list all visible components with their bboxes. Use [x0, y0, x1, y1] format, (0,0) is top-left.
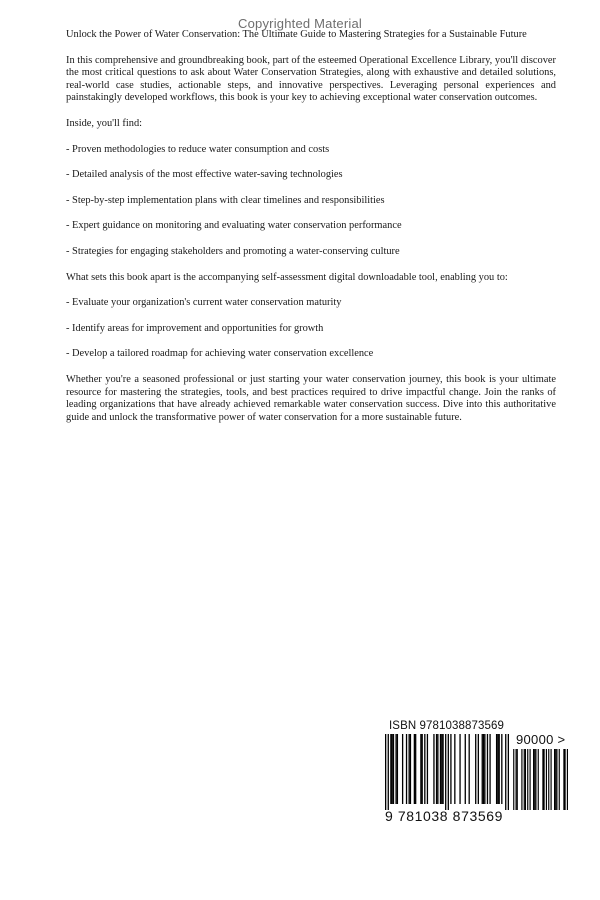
barcode-bar: [422, 734, 423, 804]
isbn-barcode: [385, 718, 573, 830]
watermark-top: Copyrighted Material: [238, 16, 362, 31]
barcode-bar: [414, 734, 415, 804]
barcode-bar: [496, 734, 497, 804]
barcode-bar: [397, 734, 398, 804]
tool-bullet: - Evaluate your organization's current water conservation maturity: [66, 297, 342, 309]
barcode-bar: [535, 749, 536, 810]
barcode-bar: [385, 734, 386, 810]
inside-bullet: - Step-by-step implementation plans with clear timelines and responsibilities: [66, 194, 385, 206]
barcode-bar: [450, 734, 451, 804]
barcode-bar: [393, 734, 394, 804]
tool-bullet: - Identify areas for improvement and opportunities for growth: [66, 322, 324, 334]
barcode-bar: [533, 749, 534, 810]
barcode-bar: [459, 734, 460, 804]
barcode-bar: [556, 749, 557, 810]
barcode-bar: [525, 749, 526, 810]
barcode-bar: [534, 749, 535, 810]
barcode-bar: [445, 734, 446, 810]
barcode-bar: [454, 734, 455, 804]
barcode-bar: [559, 749, 560, 810]
barcode-bar: [436, 734, 437, 804]
barcode-bar: [555, 749, 556, 810]
barcode-bar: [551, 749, 552, 810]
barcode-bar: [530, 749, 531, 810]
barcode-bar: [517, 749, 518, 810]
ean13-bars: [385, 734, 509, 810]
barcode-bar: [546, 749, 547, 810]
inside-bullet: - Detailed analysis of the most effective water-saving technologies: [66, 169, 343, 181]
inside-heading: Inside, you'll find:: [66, 117, 143, 129]
barcode-bar: [433, 734, 434, 804]
inside-bullet: - Proven methodologies to reduce water consumption and costs: [66, 143, 330, 155]
barcode-bar: [565, 749, 566, 810]
barcode-bar: [402, 734, 403, 804]
barcode-bar: [437, 734, 438, 804]
barcode-bar: [482, 734, 483, 804]
barcode-bar: [563, 749, 564, 810]
barcode-bar: [442, 734, 443, 804]
barcode-bar: [527, 749, 528, 810]
barcode-bar: [395, 734, 396, 804]
barcode-bar: [508, 734, 509, 810]
barcode-bar: [501, 734, 502, 804]
barcode-bar: [469, 734, 470, 804]
barcode-bar: [513, 749, 514, 810]
barcode-bar: [420, 734, 421, 804]
tool-bullet: - Develop a tailored roadmap for achieving water conservation excellence: [66, 348, 374, 360]
barcode-bar: [465, 734, 466, 804]
barcode-bar: [415, 734, 416, 804]
barcode-bar: [538, 749, 539, 810]
barcode-bar: [524, 749, 525, 810]
barcode-bar: [554, 749, 555, 810]
price-code-label: 90000 >: [516, 732, 566, 747]
barcode-bar: [487, 734, 488, 804]
barcode-bar: [567, 749, 568, 810]
barcode-bar: [489, 734, 490, 804]
sets-apart-paragraph: What sets this book apart is the accompanying self-assessment digital downloadable tool, enabling you to:: [66, 271, 508, 283]
barcode-bar: [424, 734, 425, 804]
barcode-bar: [542, 749, 543, 810]
barcode-bar: [448, 734, 449, 810]
cover-blurb-title: Unlock the Power of Water Conservation: The Ultimate Guide to Mastering Strategies for a Sustainable Future: [66, 29, 527, 40]
ean-digits: 9 781038 873569: [385, 808, 503, 824]
barcode-bar: [499, 734, 500, 804]
barcode-bar: [484, 734, 485, 804]
barcode-bar: [483, 734, 484, 804]
closing-paragraph: Whether you're a seasoned professional or just starting your water conservation journey, this book is your ultimate resource for mastering the strategies, tools, and best practices required to drive impactful change. Join the ranks of leading organizations that have already achieved remarkable water conservation success. Dive into this authoritative guide and unlock the transformative power of water conservation for a more sustainable future.: [66, 373, 556, 423]
barcode-bar: [548, 749, 549, 810]
barcode-bar: [521, 749, 522, 810]
barcode-bar: [475, 734, 476, 804]
isbn-label: ISBN 9781038873569: [389, 720, 504, 732]
barcode-bar: [497, 734, 498, 804]
barcode-bar: [544, 749, 545, 810]
barcode-bar: [408, 734, 409, 804]
barcode-bar: [390, 734, 391, 804]
inside-bullet: - Strategies for engaging stakeholders and promoting a water-conserving culture: [66, 245, 400, 257]
inside-bullet: - Expert guidance on monitoring and evaluating water conservation performance: [66, 220, 402, 232]
addon-bars: [512, 749, 568, 810]
barcode-bar: [505, 734, 506, 810]
barcode-bar: [388, 734, 389, 810]
intro-paragraph: In this comprehensive and groundbreaking book, part of the esteemed Operational Excellence Library, you'll discover the most critical questions to ask about Water Conservation Strategies, along with exhaustive and detailed solutions, real-world case studies, actionable steps, and innovative perspectives. Leveraging personal experiences and painstakingly developed workflows, this book is your key to achieving exceptional water conservation outcomes.: [66, 54, 556, 104]
barcode-bar: [441, 734, 442, 804]
back-cover-text: [66, 29, 556, 424]
barcode-bar: [440, 734, 441, 804]
barcode-bar: [406, 734, 407, 804]
barcode-bar: [410, 734, 411, 804]
barcode-bar: [427, 734, 428, 804]
barcode-bar: [392, 734, 393, 804]
barcode-bar: [516, 749, 517, 810]
barcode-bar: [478, 734, 479, 804]
